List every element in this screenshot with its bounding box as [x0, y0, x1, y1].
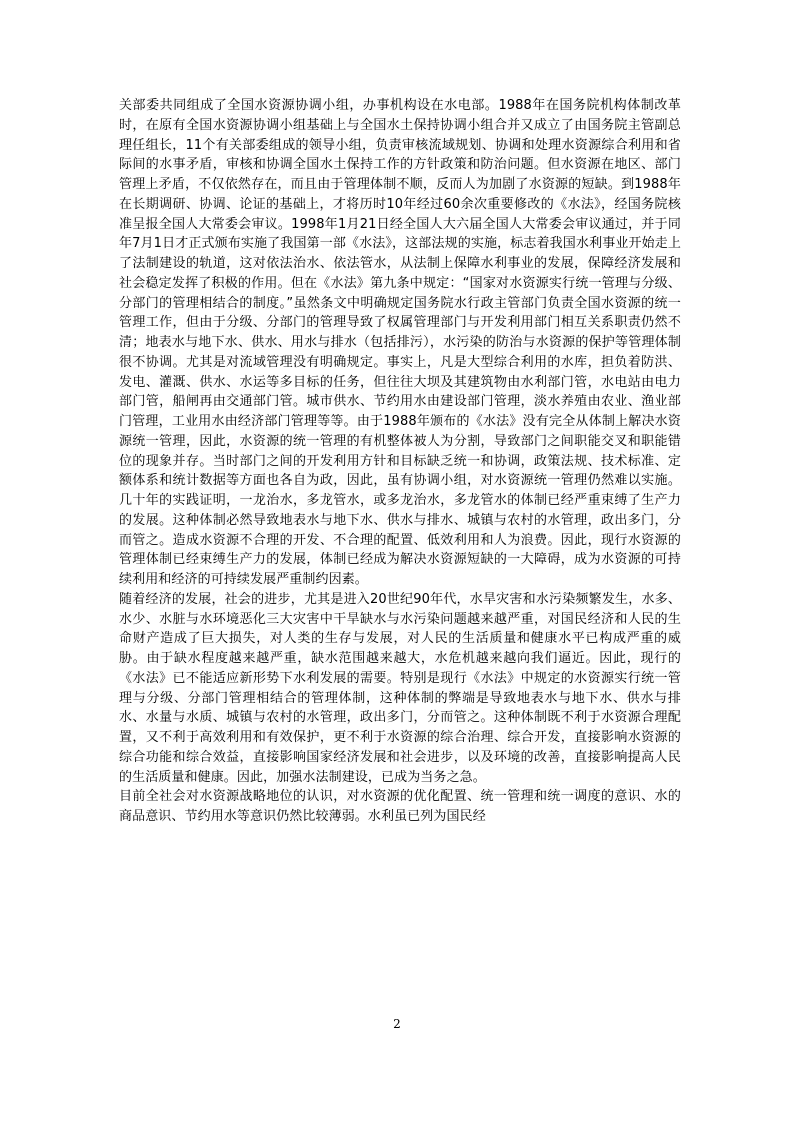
- paragraph: 关部委共同组成了全国水资源协调小组，办事机构设在水电部。1988年在国务院机构体制改革时，在原有全国水资源协调小组基础上与全国水土保持协调小组合并又成立了由国务院主管副总理任组长，11个有关部委组成的领导小组，负责审核流域规划、协调和处理水资源综合利用和省际间的水事矛盾，审核和协调全国水土保持工作的方针政策和防治问题。但水资源在地区、部门管理上矛盾，不仅依然存在，而且由于管理体制不顺，反而人为加剧了水资源的短缺。到1988年在长期调研、协调、论证的基础上，才将历时10年经过60余次重要修改的《水法》，经国务院核准呈报全国人大常委会审议。1998年1月21日经全国人大六届全国人大常委会审议通过，并于同年7月1日才正式颁布实施了我国第一部《水法》，这部法规的实施，标志着我国水利事业开始走上了法制建设的轨道，这对依法治水、依法管水，从法制上保障水利事业的发展，保障经济发展和社会稳定发挥了积极的作用。但在《水法》第九条中规定：“国家对水资源实行统一管理与分级、分部门的管理相结合的制度。”虽然条文中明确规定国务院水行政主管部门负责全国水资源的统一管理工作，但由于分级、分部门的管理导致了权属管理部门与开发利用部门相互关系职责仍然不清；地表水与地下水、供水、用水与排水（包括排污），水污染的防治与水资源的保护等管理体制很不协调。尤其是对流域管理没有明确规定。事实上，凡是大型综合利用的水库，担负着防洪、发电、灌溉、供水、水运等多目标的任务，但往往大坝及其建筑物由水利部门管，水电站由电力部门管，船闸再由交通部门管。城市供水、节约用水由建设部门管理，淡水养殖由农业、渔业部门管理，工业用水由经济部门管理等等。由于1988年颁布的《水法》没有完全从体制上解决水资源统一管理，因此，水资源的统一管理的有机整体被人为分割，导致部门之间职能交叉和职能错位的现象并存。当时部门之间的开发利用方针和目标缺乏统一和协调，政策法规、技术标准、定额体系和统计数据等方面也各自为政，因此，虽有协调小组，对水资源统一管理仍然难以实施。几十年的实践证明，一龙治水，多龙管水，或多龙治水，多龙管水的体制已经严重束缚了生产力的发展。这种体制必然导致地表水与地下水、供水与排水、城镇与农村的水管理，政出多门，分而管之。造成水资源不合理的开发、不合理的配置、低效利用和人为浪费。因此，现行水资源的管理体制已经束缚生产力的发展，体制已经成为解决水资源短缺的一大障碍，成为水资源的可持续利用和经济的可持续发展严重制约因素。: [119, 98, 681, 587]
- paragraph: 随着经济的发展，社会的进步，尤其是进入20世纪90年代，水旱灾害和水污染频繁发生，水多、水少、水脏与水环境恶化三大灾害中干旱缺水与水污染问题越来越严重，对国民经济和人民的生命财产造成了巨大损失，对人类的生存与发展，对人民的生活质量和健康水平已构成严重的威胁。由于缺水程度越来越严重，缺水范围越来越大，水危机越来越向我们逼近。因此，现行的《水法》已不能适应新形势下水利发展的需要。特别是现行《水法》中规定的水资源实行统一管理与分级、分部门管理相结合的管理体制，这种体制的弊端是导致地表水与地下水、供水与排水、水量与水质、城镇与农村的水管理，政出多门，分而管之。这种体制既不利于水资源合理配置，又不利于高效利用和有效保护，更不利于水资源的综合治理、综合开发，直接影响水资源的综合功能和综合效益，直接影响国家经济发展和社会进步，以及环境的改善，直接影响提高人民的生活质量和健康。因此，加强水法制建设，已成为当务之急。: [119, 591, 681, 785]
- paragraph: 目前全社会对水资源战略地位的认识，对水资源的优化配置、统一管理和统一调度的意识、水的商品意识、节约用水等意识仍然比较薄弱。水利虽已列为国民经: [119, 789, 681, 824]
- body-text: [119, 96, 681, 827]
- page-number: 2: [393, 1017, 401, 1031]
